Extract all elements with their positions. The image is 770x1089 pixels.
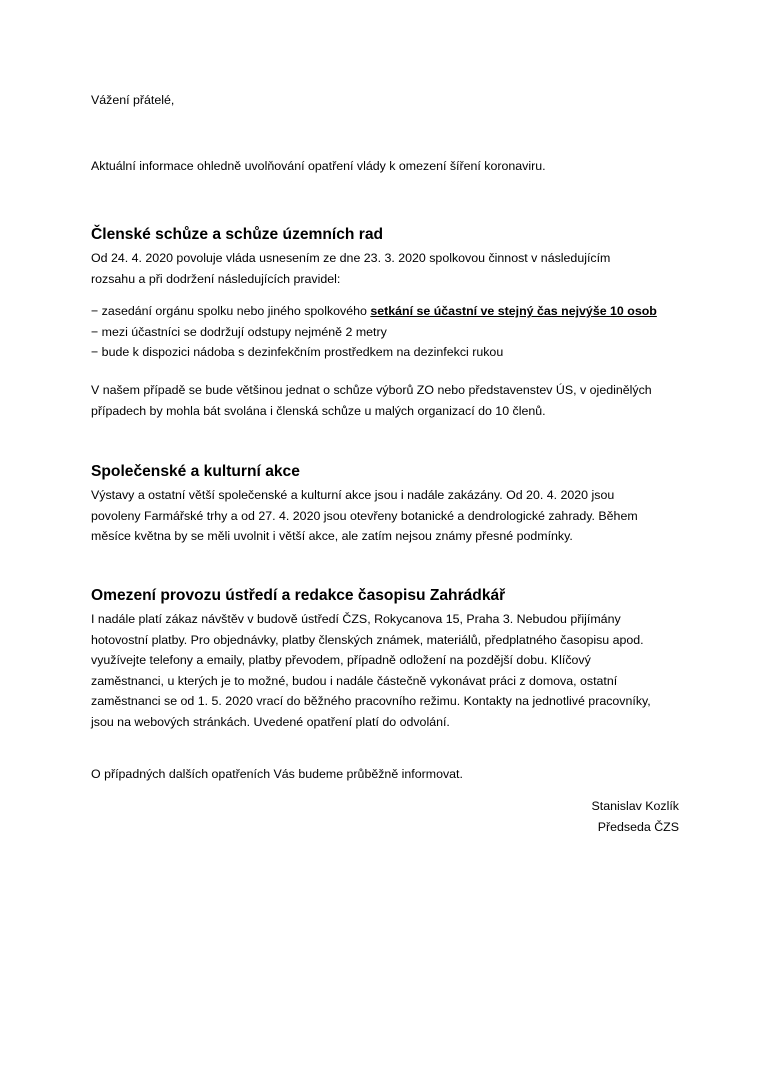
- section-heading-headquarters-restrictions: Omezení provozu ústředí a redakce časopisu Zahrádkář: [91, 587, 506, 604]
- bullet-item-1: [91, 301, 691, 322]
- greeting: [91, 90, 691, 111]
- section3-paragraph: [91, 609, 691, 732]
- section3-line-1: I nadále platí zákaz návštěv v budově ústředí ČZS, Rokycanova 15, Praha 3. Nebudou přijímány: [91, 612, 621, 626]
- bullet-item-3: − bude k dispozici nádoba s dezinfekčním prostředkem na dezinfekci rukou: [91, 345, 504, 359]
- section3-line-2: hotovostní platby. Pro objednávky, platby členských známek, materiálů, předplatného časopisu apod.: [91, 632, 644, 647]
- section1-line-1: Od 24. 4. 2020 povoluje vláda usnesením ze dne 23. 3. 2020 spolkovou činnost v následujícím: [91, 251, 611, 265]
- intro-text: Aktuální informace ohledně uvolňování opatření vlády k omezení šíření koronaviru.: [91, 159, 546, 173]
- closing-text: O případných dalších opatřeních Vás budeme průběžně informovat.: [91, 767, 463, 781]
- section2-line-1: Výstavy a ostatní větší společenské a kulturní akce jsou i nadále zakázány. Od 20. 4. 2020 jsou: [91, 488, 615, 502]
- section3-line-6: jsou na webových stránkách. Uvedené opatření platí do odvolání.: [91, 714, 450, 729]
- signature-title: Předseda ČZS: [597, 820, 679, 834]
- bullet-1-prefix: − zasedání orgánu spolku nebo jiného spolkového: [91, 304, 371, 318]
- section1-paragraph-2: [91, 380, 691, 421]
- section3-line-4: zaměstnanci, u kterých je to možné, budou i nadále částečně vykonávat práci z domova, ostatní: [91, 673, 618, 688]
- section-heading-members-meetings: Členské schůze a schůze územních rad: [91, 226, 384, 243]
- bullet-item-2: − mezi účastníci se dodržují odstupy nejméně 2 metry: [91, 324, 387, 339]
- section1-line-2: rozsahu a při dodržení následujících pravidel:: [91, 271, 341, 286]
- signature-name: Stanislav Kozlík: [591, 799, 679, 813]
- section2-line-2: povoleny Farmářské trhy a od 27. 4. 2020 jsou otevřeny botanické a dendrologické zahrady. Během: [91, 508, 638, 523]
- section1-p2-line-2: případech by mohla bát svolána i členská schůze u malých organizací do 10 členů.: [91, 403, 546, 418]
- section1-paragraph: [91, 248, 691, 289]
- section3-line-3: využívejte telefony a emaily, platby převodem, případně odložení na pozdější dobu. Klíčový: [91, 653, 591, 667]
- section1-p2-line-1: V našem případě se bude většinou jednat o schůze výborů ZO nebo představenstev ÚS, v ojedinělých: [91, 383, 652, 397]
- greeting-text: Vážení přátelé,: [91, 93, 175, 107]
- section1-bullet-list: [91, 301, 691, 363]
- section2-line-3: měsíce května by se měli uvolnit i větší akce, ale zatím nejsou známy přesné podmínky.: [91, 529, 573, 543]
- section3-line-5: zaměstnanci se od 1. 5. 2020 vrací do běžného pracovního režimu. Kontakty na jednotlivé pracovníky,: [91, 694, 651, 708]
- bullet-1-emphasis: setkání se účastní ve stejný čas nejvýše 10 osob: [370, 304, 657, 318]
- section-heading-social-cultural-events: Společenské a kulturní akce: [91, 463, 300, 480]
- section2-paragraph: [91, 485, 691, 547]
- intro-paragraph: [91, 156, 691, 177]
- closing-paragraph: [91, 764, 691, 785]
- signature-block: [592, 796, 679, 838]
